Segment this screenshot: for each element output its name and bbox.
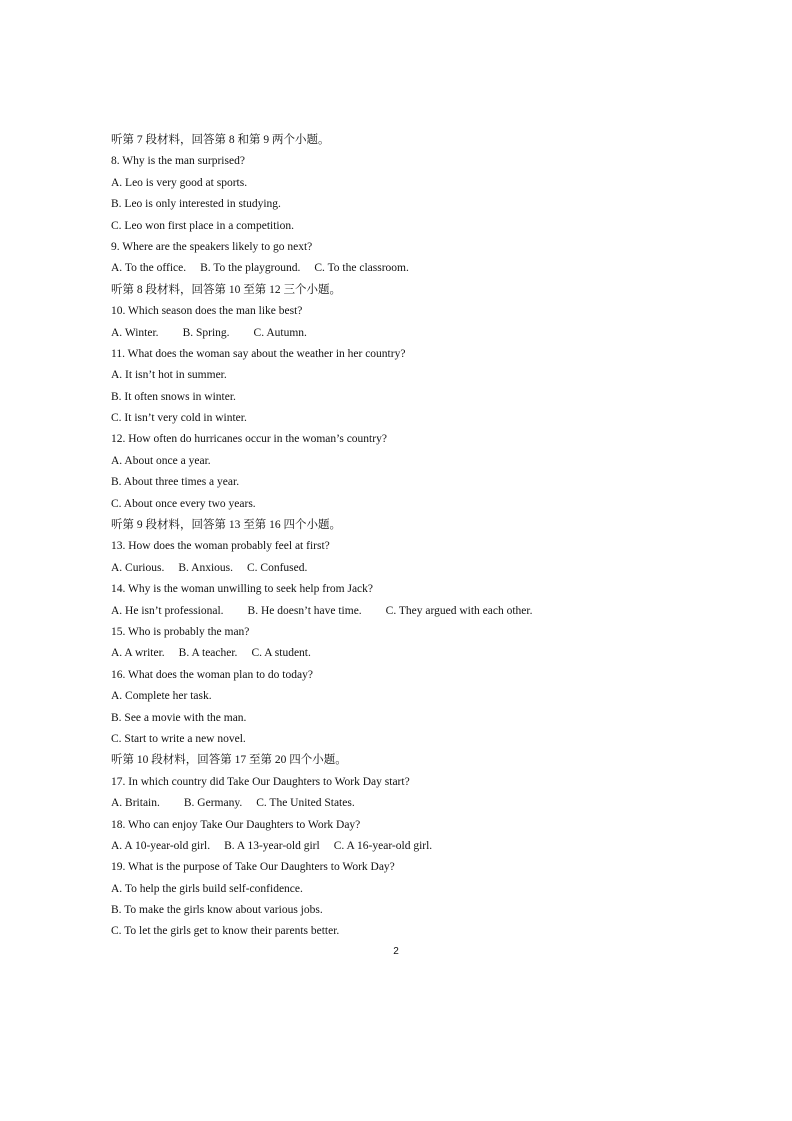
answer-option: C. Start to write a new novel. [111, 732, 246, 745]
answer-option: C. To the classroom. [314, 262, 409, 275]
answer-option: A. To help the girls build self-confidence. [111, 882, 303, 895]
answer-option: B. Spring. [182, 326, 230, 339]
answer-option: C. A 16-year-old girl. [333, 839, 433, 852]
options-row [111, 323, 711, 344]
answer-option: C. It isn’t very cold in winter. [111, 412, 247, 425]
options-row [111, 258, 711, 279]
answer-option: B. He doesn’t have time. [247, 604, 362, 617]
question-text: 9. Where are the speakers likely to go next? [111, 240, 313, 253]
options-row [111, 836, 711, 857]
answer-option: C. They argued with each other. [385, 604, 533, 617]
answer-option: A. About once a year. [111, 454, 211, 467]
answer-option: C. Leo won first place in a competition. [111, 219, 294, 232]
answer-option: A. A writer. [111, 647, 165, 660]
answer-option: B. To make the girls know about various jobs. [111, 904, 323, 917]
answer-option: C. To let the girls get to know their parents better. [111, 925, 340, 938]
answer-option: A. Curious. [111, 561, 165, 574]
question-text: 13. How does the woman probably feel at first? [111, 540, 330, 553]
answer-option: C. The United States. [256, 797, 355, 810]
answer-option: A. He isn’t professional. [111, 604, 224, 617]
answer-option: B. To the playground. [200, 262, 301, 275]
listening-questions [111, 130, 711, 943]
options-row [111, 643, 711, 664]
page-number: 2 [393, 946, 399, 957]
question-text: 19. What is the purpose of Take Our Daughters to Work Day? [111, 861, 395, 874]
answer-option: B. Leo is only interested in studying. [111, 198, 281, 211]
answer-option: A. Britain. [111, 797, 160, 810]
answer-option: A. Complete her task. [111, 690, 212, 703]
section-instruction: 听第 9 段材料，回答第 13 至第 16 四个小题。 [111, 519, 341, 532]
section-instruction: 听第 8 段材料，回答第 10 至第 12 三个小题。 [111, 283, 341, 296]
answer-option: C. Confused. [247, 561, 308, 574]
answer-option: C. Autumn. [253, 326, 307, 339]
answer-option: B. A 13-year-old girl [224, 839, 320, 852]
question-text: 11. What does the woman say about the weather in her country? [111, 347, 406, 360]
answer-option: B. Anxious. [178, 561, 233, 574]
answer-option: A. To the office. [111, 262, 187, 275]
answer-option: B. About three times a year. [111, 476, 240, 489]
question-text: 16. What does the woman plan to do today? [111, 668, 313, 681]
answer-option: C. About once every two years. [111, 497, 256, 510]
options-row [111, 558, 711, 579]
options-row [111, 793, 711, 814]
question-text: 12. How often do hurricanes occur in the woman’s country? [111, 433, 387, 446]
question-text: 14. Why is the woman unwilling to seek help from Jack? [111, 583, 374, 596]
answer-option: B. Germany. [183, 797, 243, 810]
question-text: 17. In which country did Take Our Daughters to Work Day start? [111, 775, 410, 788]
section-instruction: 听第 7 段材料，回答第 8 和第 9 两个小题。 [111, 134, 330, 146]
answer-option: B. See a movie with the man. [111, 711, 247, 724]
question-text: 15. Who is probably the man? [111, 625, 250, 638]
answer-option: B. A teacher. [178, 647, 238, 660]
question-text: 8. Why is the man surprised? [111, 155, 245, 168]
question-text: 10. Which season does the man like best? [111, 305, 303, 318]
answer-option: A. Winter. [111, 326, 159, 339]
options-row [111, 601, 711, 622]
answer-option: A. It isn’t hot in summer. [111, 369, 227, 382]
answer-option: A. A 10-year-old girl. [111, 839, 211, 852]
answer-option: B. It often snows in winter. [111, 390, 236, 403]
question-text: 18. Who can enjoy Take Our Daughters to Work Day? [111, 818, 361, 831]
section-instruction: 听第 10 段材料，回答第 17 至第 20 四个小题。 [111, 754, 347, 767]
answer-option: C. A student. [251, 647, 311, 660]
answer-option: A. Leo is very good at sports. [111, 176, 248, 189]
